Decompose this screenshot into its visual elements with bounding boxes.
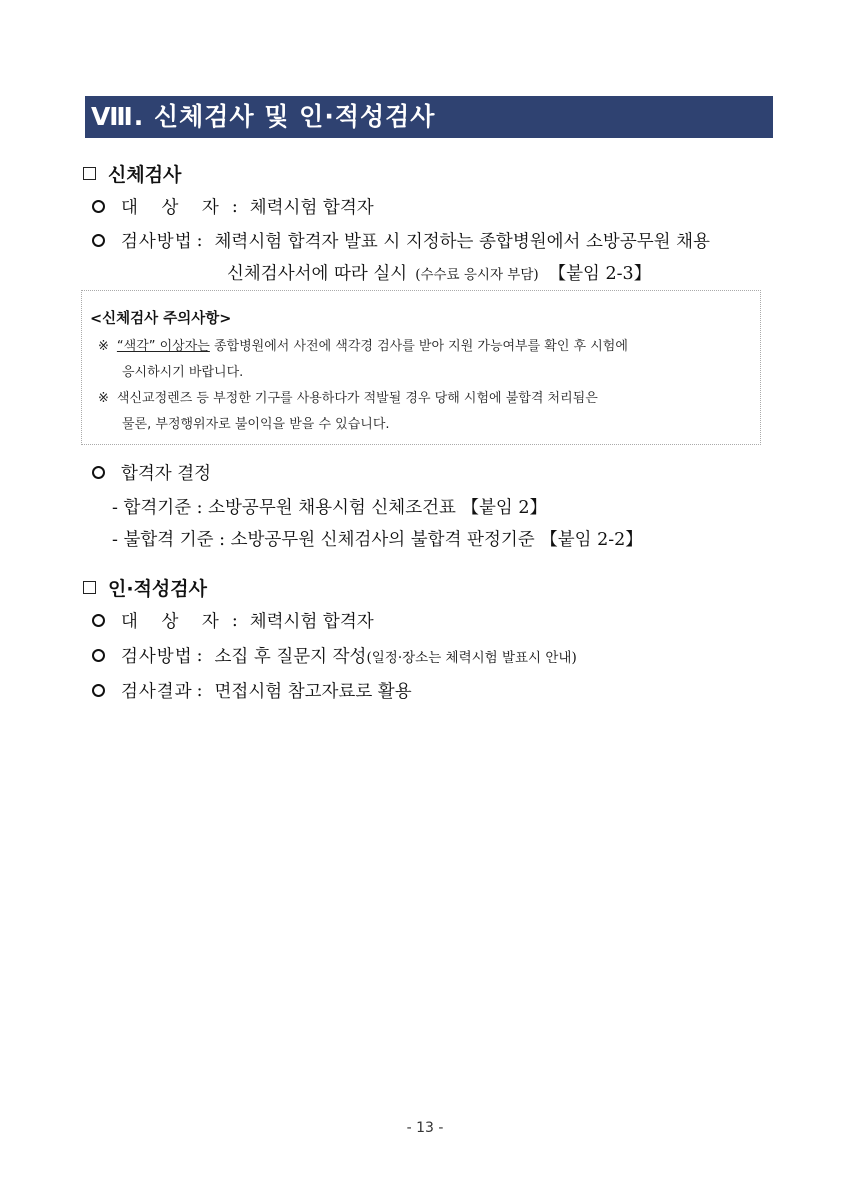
aptitude-method-line — [92, 643, 577, 668]
method-label: 검사방법 — [121, 232, 193, 252]
section-title: Ⅷ. 신체검사 및 인·적성검사 — [85, 96, 773, 138]
notice-2-text: 색신교정렌즈 등 부정한 기구를 사용하다가 적발될 경우 당해 시험에 불합격 처리됨은 — [116, 391, 598, 406]
color-weakness-text: “색각” 이상자는 — [116, 339, 210, 354]
circle-bullet-icon — [92, 200, 105, 213]
result-label: 검사결과 — [121, 682, 193, 702]
square-bullet-icon — [83, 167, 96, 180]
method-value: 소집 후 질문지 작성 — [214, 647, 367, 667]
circle-bullet-icon — [92, 649, 105, 662]
reference-mark: ※ — [98, 391, 109, 406]
notice-item-2 — [98, 387, 598, 406]
circle-bullet-icon — [92, 684, 105, 697]
aptitude-result-line — [92, 678, 412, 703]
schedule-note: (일정·장소는 체력시험 발표시 안내) — [366, 649, 577, 666]
physical-method-line — [92, 228, 710, 253]
target-value: 체력시험 합격자 — [249, 612, 374, 632]
notice-2-cont: 물론, 부정행위자로 불이익을 받을 수 있습니다. — [122, 417, 390, 432]
target-value: 체력시험 합격자 — [249, 198, 374, 218]
circle-bullet-icon — [92, 466, 105, 479]
notice-item-1 — [98, 335, 628, 354]
notice-title: <신체검사 주의사항> — [90, 311, 232, 327]
target-label: 대 상 자 — [121, 612, 228, 632]
circle-bullet-icon — [92, 234, 105, 247]
physical-exam-heading-text: 신체검사 — [108, 164, 182, 186]
physical-method-cont — [227, 260, 651, 285]
pass-decision-heading — [92, 460, 211, 485]
notice-box — [81, 290, 761, 445]
attachment-ref: 【붙임 2-3】 — [548, 264, 652, 284]
colon: : — [196, 230, 203, 251]
physical-target-line — [92, 194, 374, 219]
notice-1-cont: 응시하시기 바랍니다. — [122, 365, 244, 380]
square-bullet-icon — [83, 581, 96, 594]
page-number: - 13 - — [406, 1120, 444, 1136]
circle-bullet-icon — [92, 614, 105, 627]
pass-decision-text: 합격자 결정 — [121, 464, 212, 484]
method-value: 체력시험 합격자 발표 시 지정하는 종합병원에서 소방공무원 채용 — [214, 232, 710, 252]
colon: : — [231, 610, 238, 631]
pass-criteria: - 합격기준 : 소방공무원 채용시험 신체조건표 【붙임 2】 — [112, 498, 547, 518]
physical-exam-heading — [83, 160, 181, 187]
notice-1-text: 종합병원에서 사전에 색각경 검사를 받아 지원 가능여부를 확인 후 시험에 — [209, 339, 628, 354]
method-cont: 신체검사서에 따라 실시 — [227, 264, 408, 284]
aptitude-heading — [83, 574, 207, 601]
fee-note: (수수료 응시자 부담) — [415, 266, 539, 283]
fail-criteria: - 불합격 기준 : 소방공무원 신체검사의 불합격 판정기준 【붙임 2-2】 — [112, 530, 643, 550]
reference-mark: ※ — [98, 339, 109, 354]
colon: : — [196, 680, 203, 701]
method-label: 검사방법 — [121, 647, 193, 667]
target-label: 대 상 자 — [121, 198, 228, 218]
aptitude-heading-text: 인·적성검사 — [108, 578, 207, 600]
colon: : — [231, 196, 238, 217]
aptitude-target-line — [92, 608, 374, 633]
result-value: 면접시험 참고자료로 활용 — [214, 682, 412, 702]
colon: : — [196, 645, 203, 666]
